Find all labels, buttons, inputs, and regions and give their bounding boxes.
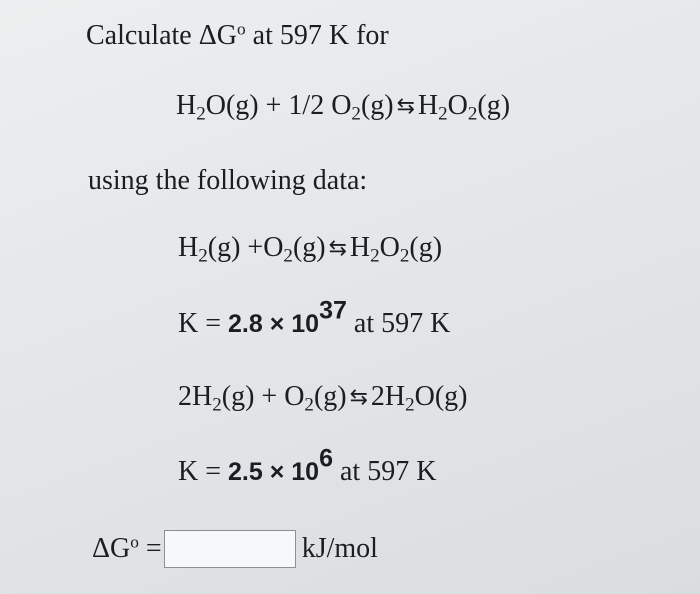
subscript: 2 (399, 245, 410, 267)
k-mantissa: 2.8 × 10 (228, 310, 320, 338)
target-reaction (176, 90, 511, 125)
subscript: 2 (304, 394, 314, 416)
reaction-text: (g) +O (207, 232, 284, 263)
reaction-text: H (178, 232, 199, 263)
reaction-text: O(g) + 1/2 O (205, 90, 352, 121)
reaction-text: 2H (370, 381, 406, 412)
equilibrium-constant-1 (178, 296, 451, 339)
reaction-text: (g) (360, 90, 394, 121)
k-exponent: 6 (319, 444, 333, 473)
equilibrium-arrow-icon: ⇆ (349, 384, 368, 410)
given-reaction-2 (178, 381, 468, 416)
equilibrium-constant-2 (178, 444, 437, 487)
equilibrium-arrow-icon: ⇆ (328, 235, 347, 261)
reaction-text: O(g) (414, 381, 468, 412)
subscript: 2 (351, 103, 361, 125)
subscript: 2 (438, 103, 448, 125)
reaction-text: (g) + O (221, 381, 305, 412)
answer-label (92, 532, 162, 564)
question-suffix: at 597 K for (245, 20, 389, 51)
reaction-text: H (349, 232, 371, 263)
degree-symbol: o (130, 532, 139, 552)
reaction-text: (g) (409, 232, 443, 263)
reaction-text: (g) (292, 232, 326, 263)
reaction-text: (g) (477, 90, 511, 121)
answer-input[interactable] (164, 530, 296, 568)
reaction-text: (g) (313, 381, 347, 412)
subscript: 2 (198, 245, 208, 267)
subscript: 2 (283, 245, 293, 267)
k-label: K = (178, 308, 229, 339)
equilibrium-arrow-icon: ⇆ (396, 93, 415, 119)
subscript: 2 (196, 103, 206, 125)
subscript: 2 (212, 394, 222, 416)
k-exponent: 37 (319, 296, 347, 325)
reaction-text: O (447, 90, 468, 121)
reaction-text: O (379, 232, 400, 263)
subscript: 2 (370, 245, 380, 267)
k-temperature: at 597 K (332, 456, 437, 487)
unit-label: kJ/mol (301, 533, 378, 564)
k-mantissa: 2.5 × 10 (228, 458, 320, 486)
equals-sign: = (138, 533, 162, 564)
answer-row (92, 530, 378, 568)
subscript: 2 (467, 103, 478, 125)
reaction-text: H (417, 90, 439, 121)
question-prefix: Calculate ΔG (86, 20, 237, 51)
question-title (86, 19, 389, 51)
k-label: K = (178, 456, 229, 487)
given-reaction-1 (178, 232, 443, 267)
reaction-text: 2H (178, 381, 213, 412)
k-temperature: at 597 K (346, 308, 451, 339)
data-intro: using the following data: (88, 165, 368, 196)
reaction-text: H (176, 90, 197, 121)
subscript: 2 (405, 394, 415, 416)
degree-symbol: o (236, 19, 246, 39)
delta-g-text: ΔG (92, 533, 131, 564)
